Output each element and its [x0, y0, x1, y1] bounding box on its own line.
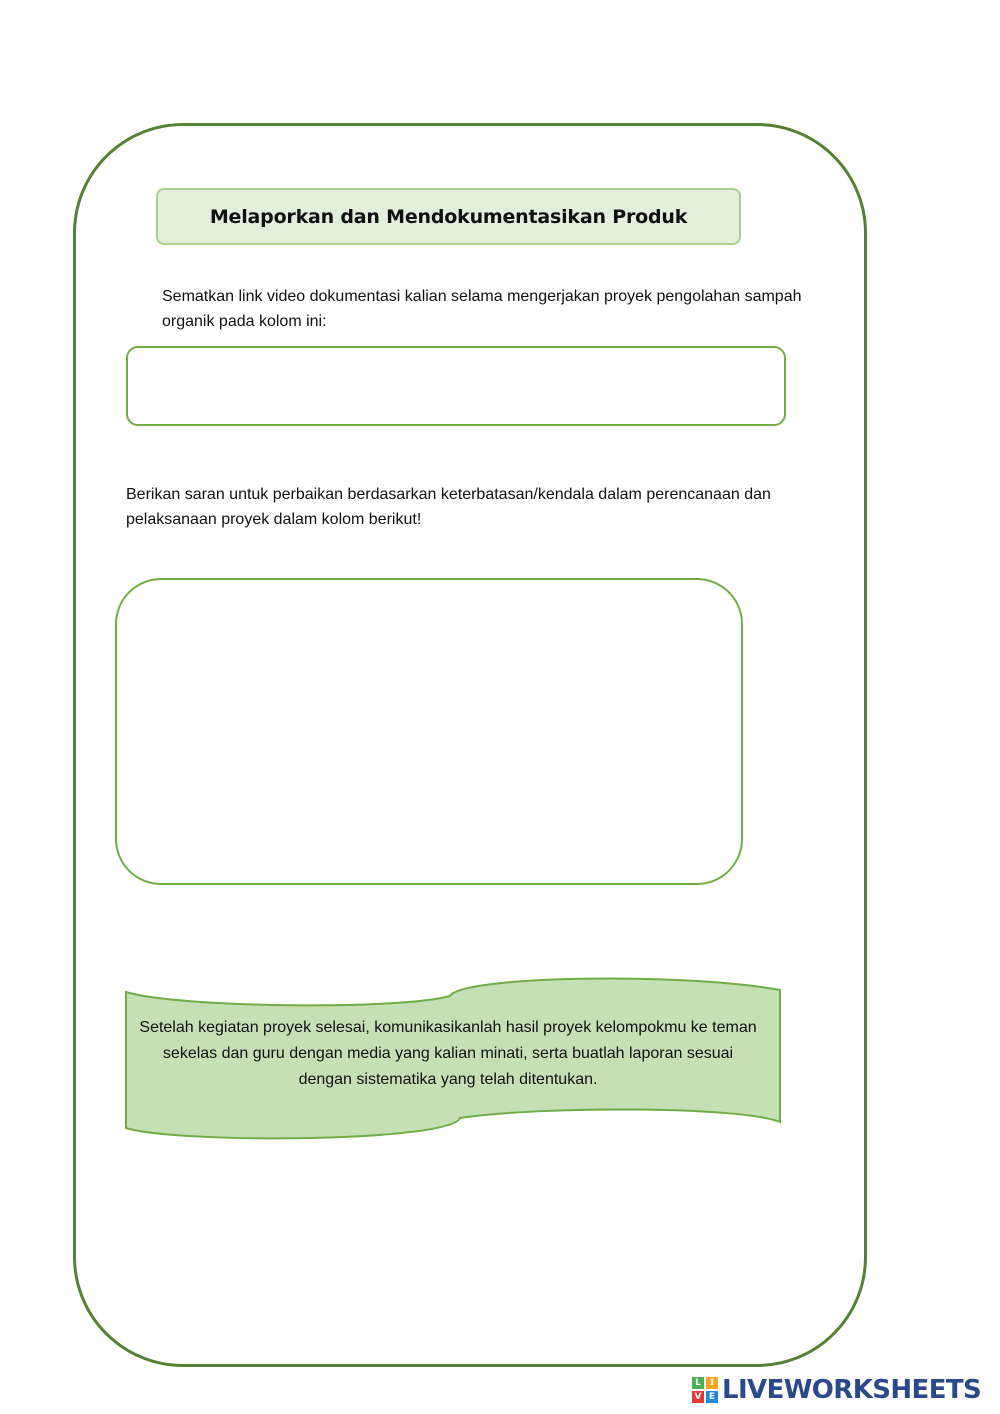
logo-squares-icon: [692, 1377, 718, 1403]
title-box: [156, 188, 741, 245]
suggestion-instruction: Berikan saran untuk perbaikan berdasarkan keterbatasan/kendala dalam perencanaan dan pelaksanaan proyek dalam kolom berikut!: [126, 486, 771, 528]
logo-square-e: E: [706, 1391, 718, 1403]
video-link-input[interactable]: [126, 346, 786, 426]
logo-text: LIVEWORKSHEETS: [722, 1375, 982, 1405]
logo-square-v: V: [692, 1391, 704, 1403]
closing-note: Setelah kegiatan proyek selesai, komunikasikanlah hasil proyek kelompokmu ke teman sekelas dan guru dengan media yang kalian minati, serta buatlah laporan sesuai dengan sistematika yang telah ditentukan.: [139, 1019, 757, 1088]
suggestion-input[interactable]: [115, 578, 743, 885]
link-instruction: Sematkan link video dokumentasi kalian selama mengerjakan proyek pengolahan sampah organik pada kolom ini:: [162, 288, 802, 330]
page-title: Melaporkan dan Mendokumentasikan Produk: [209, 205, 688, 228]
liveworksheets-logo[interactable]: [692, 1374, 981, 1406]
logo-square-i: I: [706, 1377, 718, 1389]
logo-square-l: L: [692, 1377, 704, 1389]
